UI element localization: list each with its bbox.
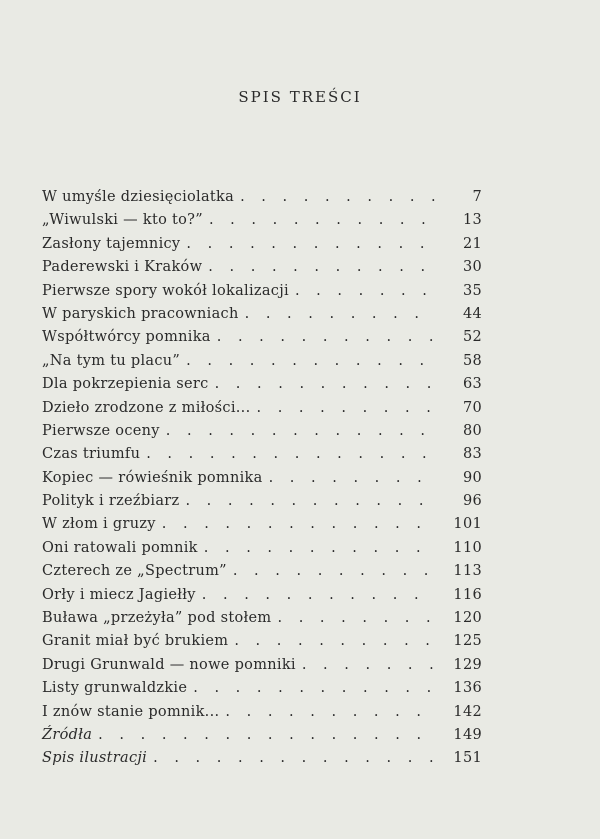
toc-entry: [42, 186, 482, 209]
toc-entry-title: Dla pokrzepienia serc: [42, 376, 209, 393]
dot-leader: [209, 209, 436, 232]
toc-entry: [42, 701, 482, 724]
toc-entry-title: Paderewski i Kraków: [42, 259, 203, 276]
toc-entry-page: 21: [462, 235, 482, 252]
dot-leader: [186, 350, 436, 373]
dot-leader: [208, 256, 436, 279]
toc-entry-page: 116: [453, 586, 482, 603]
toc-entry-title: Zasłony tajemnicy: [42, 235, 181, 252]
toc-entry-title: „Wiwulski — kto to?”: [42, 212, 203, 229]
toc-entry-page: 63: [462, 376, 482, 393]
toc-entry-page: 13: [462, 212, 482, 229]
toc-entry-page: 90: [462, 469, 482, 486]
toc-entry-page: 83: [462, 446, 482, 463]
dot-leader: [202, 584, 436, 607]
toc-entry: [42, 256, 482, 279]
dot-leader: [302, 654, 436, 677]
toc-entry-title: Buława „przeżyła” pod stołem: [42, 610, 272, 627]
toc-entry-page: 142: [453, 703, 482, 720]
toc-entry-title: Orły i miecz Jagiełły: [42, 586, 196, 603]
dot-leader: [233, 560, 436, 583]
toc-entry-title: W umyśle dziesięciolatka: [42, 189, 235, 205]
toc-entry-page: 44: [462, 305, 482, 322]
toc-entry: [42, 747, 482, 770]
toc-entry-page: 110: [453, 539, 482, 556]
toc-entry-title: W paryskich pracowniach: [42, 305, 239, 322]
toc-entry-page: 7: [472, 189, 482, 205]
dot-leader: [185, 490, 436, 513]
toc-entry-page: 80: [462, 422, 482, 439]
toc-entry-page: 35: [462, 282, 482, 299]
toc-entry-page: 151: [453, 750, 482, 767]
toc-entry: [42, 513, 482, 536]
toc-entry-page: 70: [462, 399, 482, 416]
dot-leader: [98, 724, 436, 747]
toc-entry-title: I znów stanie pomnik...: [42, 703, 220, 720]
toc-entry-page: 136: [453, 680, 482, 697]
toc-entry-title: Czterech ze „Spectrum”: [42, 563, 227, 580]
toc-entry-page: 149: [453, 726, 482, 743]
toc-entry-title: Polityk i rzeźbiarz: [42, 493, 180, 510]
toc-entry-title: Dzieło zrodzone z miłości...: [42, 399, 251, 416]
dot-leader: [217, 326, 436, 349]
toc-entry-title: „Na tym tu placu”: [42, 352, 181, 369]
toc-entry: [42, 560, 482, 583]
toc-entry-page: 120: [453, 610, 482, 627]
toc-entry: [42, 373, 482, 396]
toc-entry: [42, 420, 482, 443]
toc-entry-page: 101: [453, 516, 482, 533]
dot-leader: [215, 373, 436, 396]
page-title: SPIS TREŚCI: [238, 88, 362, 106]
dot-leader: [204, 537, 436, 560]
toc-entry: [42, 467, 482, 490]
table-of-contents: [42, 186, 482, 771]
dot-leader: [245, 303, 436, 326]
toc-entry: [42, 677, 482, 700]
toc-entry-title: Drugi Grunwald — nowe pomniki: [42, 656, 296, 673]
dot-leader: [240, 186, 436, 209]
toc-entry: [42, 607, 482, 630]
toc-entry: [42, 350, 482, 373]
dot-leader: [269, 467, 436, 490]
toc-entry: [42, 303, 482, 326]
toc-entry-title: Listy grunwaldzkie: [42, 680, 188, 697]
toc-entry: [42, 397, 482, 420]
toc-entry: [42, 490, 482, 513]
toc-entry-title: Pierwsze spory wokół lokalizacji: [42, 282, 289, 299]
toc-entry-title: Spis ilustracji: [42, 750, 148, 767]
toc-entry-title: Współtwórcy pomnika: [42, 329, 211, 346]
toc-entry-title: Czas triumfu: [42, 446, 141, 463]
toc-entry-page: 52: [462, 329, 482, 346]
toc-entry-title: Kopiec — rówieśnik pomnika: [42, 469, 263, 486]
dot-leader: [193, 677, 436, 700]
toc-entry-title: Oni ratowali pomnik: [42, 539, 198, 556]
toc-entry: [42, 630, 482, 653]
dot-leader: [153, 747, 436, 770]
toc-entry-page: 58: [462, 352, 482, 369]
toc-entry: [42, 280, 482, 303]
dot-leader: [162, 513, 436, 536]
toc-entry-title: Źródła: [42, 726, 93, 743]
dot-leader: [225, 701, 436, 724]
dot-leader: [146, 443, 436, 466]
toc-entry: [42, 209, 482, 232]
toc-entry: [42, 233, 482, 256]
dot-leader: [234, 630, 436, 653]
dot-leader: [295, 280, 436, 303]
toc-entry-page: 113: [453, 563, 482, 580]
toc-entry: [42, 654, 482, 677]
toc-entry-page: 96: [462, 493, 482, 510]
toc-entry-title: W złom i gruzy: [42, 516, 156, 533]
toc-entry-title: Pierwsze oceny: [42, 422, 160, 439]
toc-entry: [42, 326, 482, 349]
dot-leader: [166, 420, 436, 443]
toc-entry-page: 30: [462, 259, 482, 276]
toc-entry-page: 129: [453, 656, 482, 673]
dot-leader: [186, 233, 436, 256]
toc-entry: [42, 584, 482, 607]
toc-entry-title: Granit miał być brukiem: [42, 633, 229, 650]
dot-leader: [277, 607, 436, 630]
toc-entry-page: 125: [453, 633, 482, 650]
toc-entry: [42, 537, 482, 560]
toc-entry: [42, 443, 482, 466]
toc-entry: [42, 724, 482, 747]
dot-leader: [257, 397, 437, 420]
